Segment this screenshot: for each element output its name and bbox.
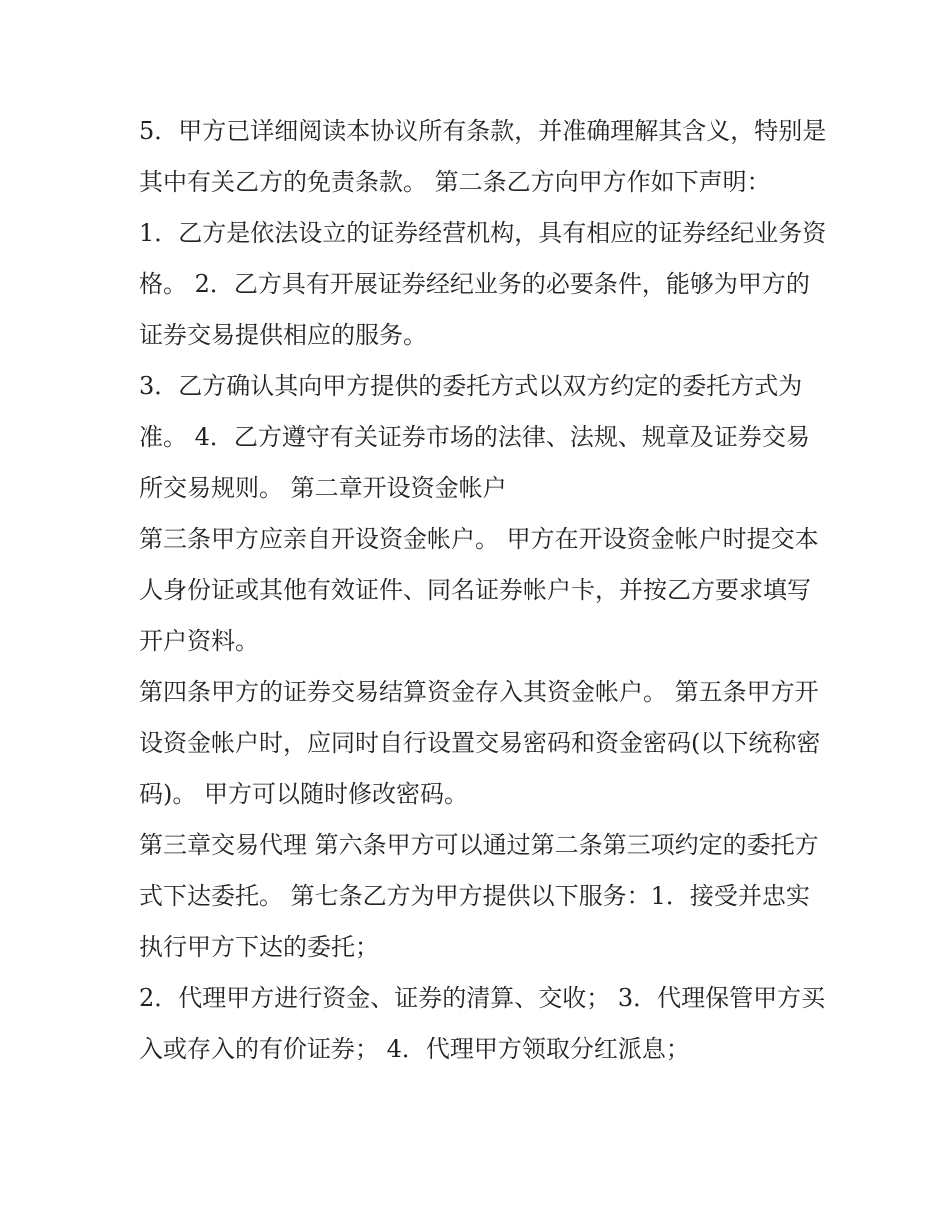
paragraph: 3．乙方确认其向甲方提供的委托方式以双方约定的委托方式为准。 4．乙方遵守有关证券市场的法律、法规、规章及证券交易所交易规则。 第二章开设资金帐户 xyxy=(139,372,810,502)
paragraph: 第三章交易代理 第六条甲方可以通过第二条第三项约定的委托方式下达委托。 第七条乙方为甲方提供以下服务：1．接受并忠实执行甲方下达的委托； xyxy=(139,831,819,961)
paragraph: 2．代理甲方进行资金、证券的清算、交收； 3．代理保管甲方买入或存入的有价证券； 4．代理甲方领取分红派息； xyxy=(139,984,826,1063)
paragraph: 1．乙方是依法设立的证券经营机构，具有相应的证券经纪业务资格。 2．乙方具有开展证券经纪业务的必要条件，能够为甲方的证券交易提供相应的服务。 xyxy=(139,219,827,349)
document-body xyxy=(139,106,829,1075)
paragraph: 第四条甲方的证券交易结算资金存入其资金帐户。 第五条甲方开设资金帐户时，应同时自行设置交易密码和资金密码(以下统称密码)。 甲方可以随时修改密码。 xyxy=(139,678,821,808)
paragraph: 第三条甲方应亲自开设资金帐户。 甲方在开设资金帐户时提交本人身份证或其他有效证件、同名证券帐户卡，并按乙方要求填写开户资料。 xyxy=(139,525,819,655)
paragraph: 5．甲方已详细阅读本协议所有条款，并准确理解其含义，特别是其中有关乙方的免责条款。 第二条乙方向甲方作如下声明： xyxy=(139,117,827,196)
